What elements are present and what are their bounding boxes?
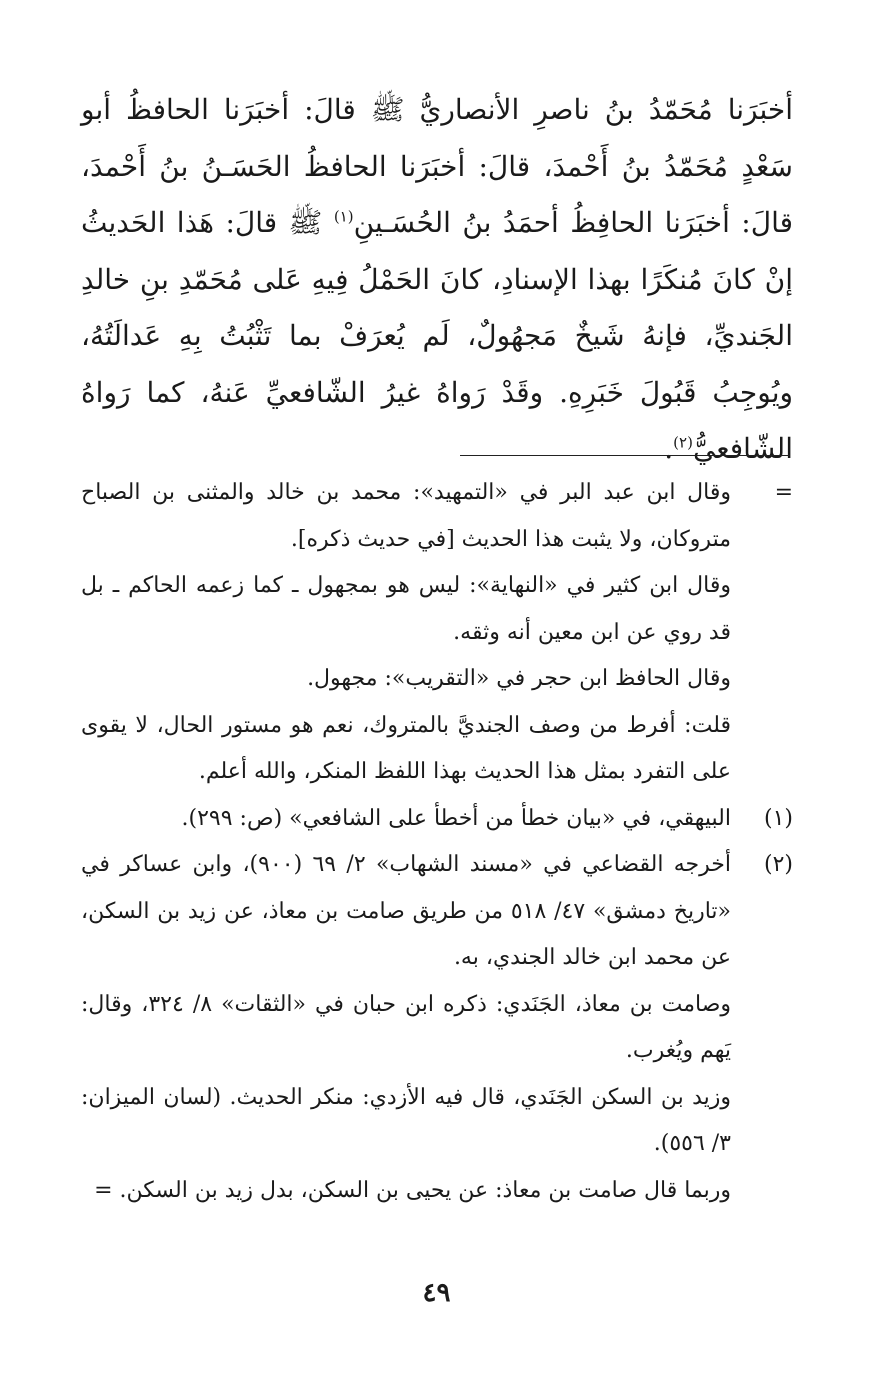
footnote-body	[81, 470, 731, 796]
continuation-mark: =	[94, 1177, 113, 1203]
footnote-paragraph: قلت: أفرط من وصف الجنديَّ بالمتروك، نعم هو مستور الحال، لا يقوى على التفرد بمثل هذا الحديث بهذا اللفظ المنكر، والله أعلم.	[81, 712, 731, 784]
main-line: أخبَرَنا مُحَمّدُ بنُ ناصرِ الأنصاريُّ ﷺ قالَ: أخبَرَنا الحافظُ أبو سَعْدٍ	[81, 93, 793, 183]
continuation-mark: =	[774, 480, 793, 505]
main-line: الإسنادِ، كانَ الحَمْلُ فِيهِ عَلى مُحَمّدِ بنِ خالدِ الجَنديِّ، فإنهُ شَيخٌ مَجهُولٌ،	[81, 262, 793, 352]
footnote-reference[interactable]: (١)	[333, 207, 354, 226]
footnote-divider	[460, 455, 790, 456]
main-text	[81, 82, 793, 478]
footnote-text: وربما قال صامت بن معاذ: عن يحيى بن السكن، بدل زيد بن السكن.	[119, 1177, 731, 1203]
footnote-paragraph: وقال الحافظ ابن حجر في «التقريب»: مجهول.	[307, 666, 731, 691]
footnote-paragraph: وقال ابن كثير في «النهاية»: ليس هو بمجهول ـ كما زعمه الحاكم ـ بل قد روي عن ابن معين أنه وثقه.	[81, 573, 731, 645]
footnote-number: (٢)	[763, 852, 793, 877]
footnote-2	[81, 842, 793, 1214]
footnote-paragraph: وصامت بن معاذ، الجَنَدي: ذكره ابن حبان في «الثقات» ٨/ ٣٢٤، وقال: يَهم ويُغرب.	[81, 991, 731, 1063]
footnote-reference[interactable]: (٢)	[673, 433, 693, 452]
main-text-paragraph	[81, 82, 793, 478]
footnotes	[81, 470, 793, 1214]
main-line: عَنهُ، كما رَواهُ الشّافعيُّ	[81, 375, 793, 465]
footnote-paragraph: وقال ابن عبد البر في «التمهيد»: محمد بن خالد والمثنى بن الصباح متروكان، ولا يثبت هذا الحديث [في حديث ذكره].	[81, 480, 731, 552]
footnote-paragraph: وزيد بن السكن الجَنَدي، قال فيه الأزدي: منكر الحديث. (لسان الميزان: ٣/ ٥٥٦).	[81, 1084, 731, 1156]
page-number: ٤٩	[422, 1278, 451, 1308]
footnote-paragraph: أخرجه القضاعي في «مسند الشهاب» ٢/ ٦٩ (٩٠٠)، وابن عساكر في «تاريخ دمشق» ٤٧/ ٥١٨ من طريق صامت بن معاذ، عن زيد بن السكن، عن محمد ابن خالد الجندي، به.	[81, 852, 731, 970]
footnote-body	[81, 842, 731, 1214]
footnote-number: (١)	[763, 805, 793, 831]
main-line: الحافِظُ أحمَدُ بنُ الحُسَـينِ	[353, 206, 654, 239]
footnote-body	[81, 796, 731, 843]
footnote-paragraph: البيهقي، في «بيان خطأ من أخطأ على الشافعي» (ص: ٢٩٩).	[181, 805, 731, 831]
footnote-continuation	[81, 470, 793, 796]
footnote-paragraph	[81, 1168, 731, 1215]
main-line: لَم يُعرَفْ بما تَثْبُتُ بِهِ عَدالَتُهُ، ويُوجِبُ قَبُولَ خَبَرِهِ. وقَدْ رَواهُ غيرُ الشّافعيِّ	[81, 319, 794, 409]
footnote-1	[81, 796, 793, 843]
main-line: مُحَمّدُ بنُ أَحْمدَ، قالَ: أخبَرَنا الحافظُ الحَسَـنُ بنُ أَحْمدَ، قالَ: أخبَرَنا	[81, 149, 793, 239]
main-line: .	[664, 432, 674, 465]
main-line: ﷺ قالَ: هَذا الحَديثُ إنْ كانَ مُنكَرًا بهذا	[81, 206, 794, 296]
